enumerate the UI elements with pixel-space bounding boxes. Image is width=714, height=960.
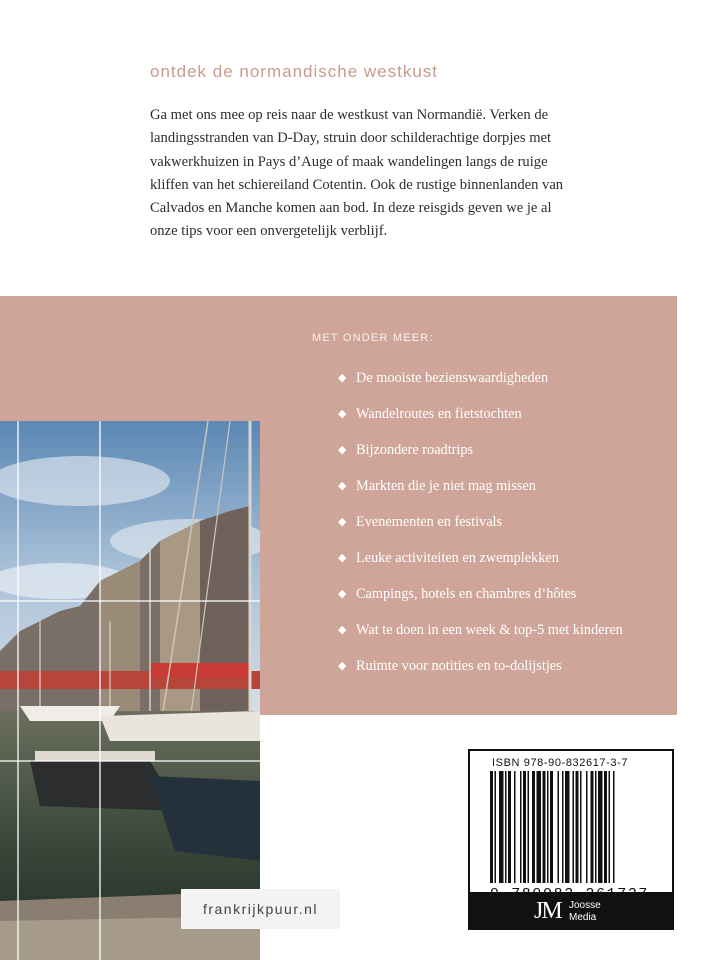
intro-paragraph: Ga met ons mee op reis naar de westkust van Normandië. Verken de landingsstranden van D-Day, struin door schilderachtige dorpjes met vakwerkhuizen in Pays d’Auge of maak wandelingen langs de ruige kliffen van het schiereiland Cotentin. Ook de rustige binnenlanden van Calvados en Manche komen aan bod. In deze reisgids geven we je al onze tips voor een onvergetelijk verblijf. <box>150 107 564 240</box>
barcode-bar <box>490 771 493 883</box>
barcode-bar <box>558 771 560 883</box>
diamond-icon: ◆ <box>338 659 347 672</box>
diamond-icon: ◆ <box>338 515 347 528</box>
barcode-bar <box>609 771 611 883</box>
barcode-bar <box>543 771 546 883</box>
diamond-icon: ◆ <box>338 407 347 420</box>
barcode-bar <box>532 771 535 883</box>
diamond-icon: ◆ <box>338 371 347 384</box>
barcode-bar <box>591 771 594 883</box>
list-item: ◆ De mooiste bezienswaardigheden <box>338 364 623 400</box>
website-label: frankrijkpuur.nl <box>181 889 340 929</box>
barcode-bar <box>573 771 575 883</box>
list-item: ◆ Evenementen en festivals <box>338 508 623 544</box>
barcode-bar <box>613 771 615 883</box>
barcode-bar <box>586 771 588 883</box>
barcode-bar <box>514 771 516 883</box>
barcode-bar <box>580 771 582 883</box>
publisher-monogram: JM <box>534 898 561 924</box>
list-item: ◆ Wandelroutes en fietstochten <box>338 400 623 436</box>
diamond-icon: ◆ <box>338 443 347 456</box>
barcode-bar <box>547 771 549 883</box>
barcode-bar <box>520 771 522 883</box>
harbor-photo <box>0 421 260 960</box>
list-item: ◆ Markten die je niet mag missen <box>338 472 623 508</box>
diamond-icon: ◆ <box>338 551 347 564</box>
barcode-bar <box>595 771 597 883</box>
barcode-bar <box>562 771 564 883</box>
barcode-bar <box>508 771 511 883</box>
barcode-bar <box>495 771 497 883</box>
isbn-label: ISBN 978-90-832617-3-7 <box>492 757 629 769</box>
list-item: ◆ Ruimte voor notities en to-dolijstjes <box>338 652 623 688</box>
list-item: ◆ Campings, hotels en chambres d’hôtes <box>338 580 623 616</box>
publisher-name-line2: Media <box>569 912 597 923</box>
list-item: ◆ Bijzondere roadtrips <box>338 436 623 472</box>
barcode-bar <box>565 771 570 883</box>
diamond-icon: ◆ <box>338 623 347 636</box>
barcode-bar <box>598 771 603 883</box>
publisher-logo <box>468 892 674 930</box>
diamond-icon: ◆ <box>338 479 347 492</box>
barcode-bar <box>505 771 507 883</box>
barcode-bar <box>499 771 504 883</box>
barcode-bar <box>604 771 607 883</box>
diamond-icon: ◆ <box>338 587 347 600</box>
barcode-bar <box>537 771 542 883</box>
barcode-image <box>490 771 656 883</box>
highlights-list <box>338 364 623 688</box>
barcode-bar <box>528 771 530 883</box>
barcode-bar <box>576 771 579 883</box>
list-item: ◆ Wat te doen in een week & top-5 met kinderen <box>338 616 623 652</box>
barcode-bar <box>523 771 526 883</box>
publisher-name-line1: Joosse <box>569 900 601 911</box>
list-item: ◆ Leuke activiteiten en zwemplekken <box>338 544 623 580</box>
barcode-bar <box>550 771 553 883</box>
highlights-title: MET ONDER MEER: <box>312 332 434 344</box>
page-heading: ontdek de normandische westkust <box>150 62 439 81</box>
